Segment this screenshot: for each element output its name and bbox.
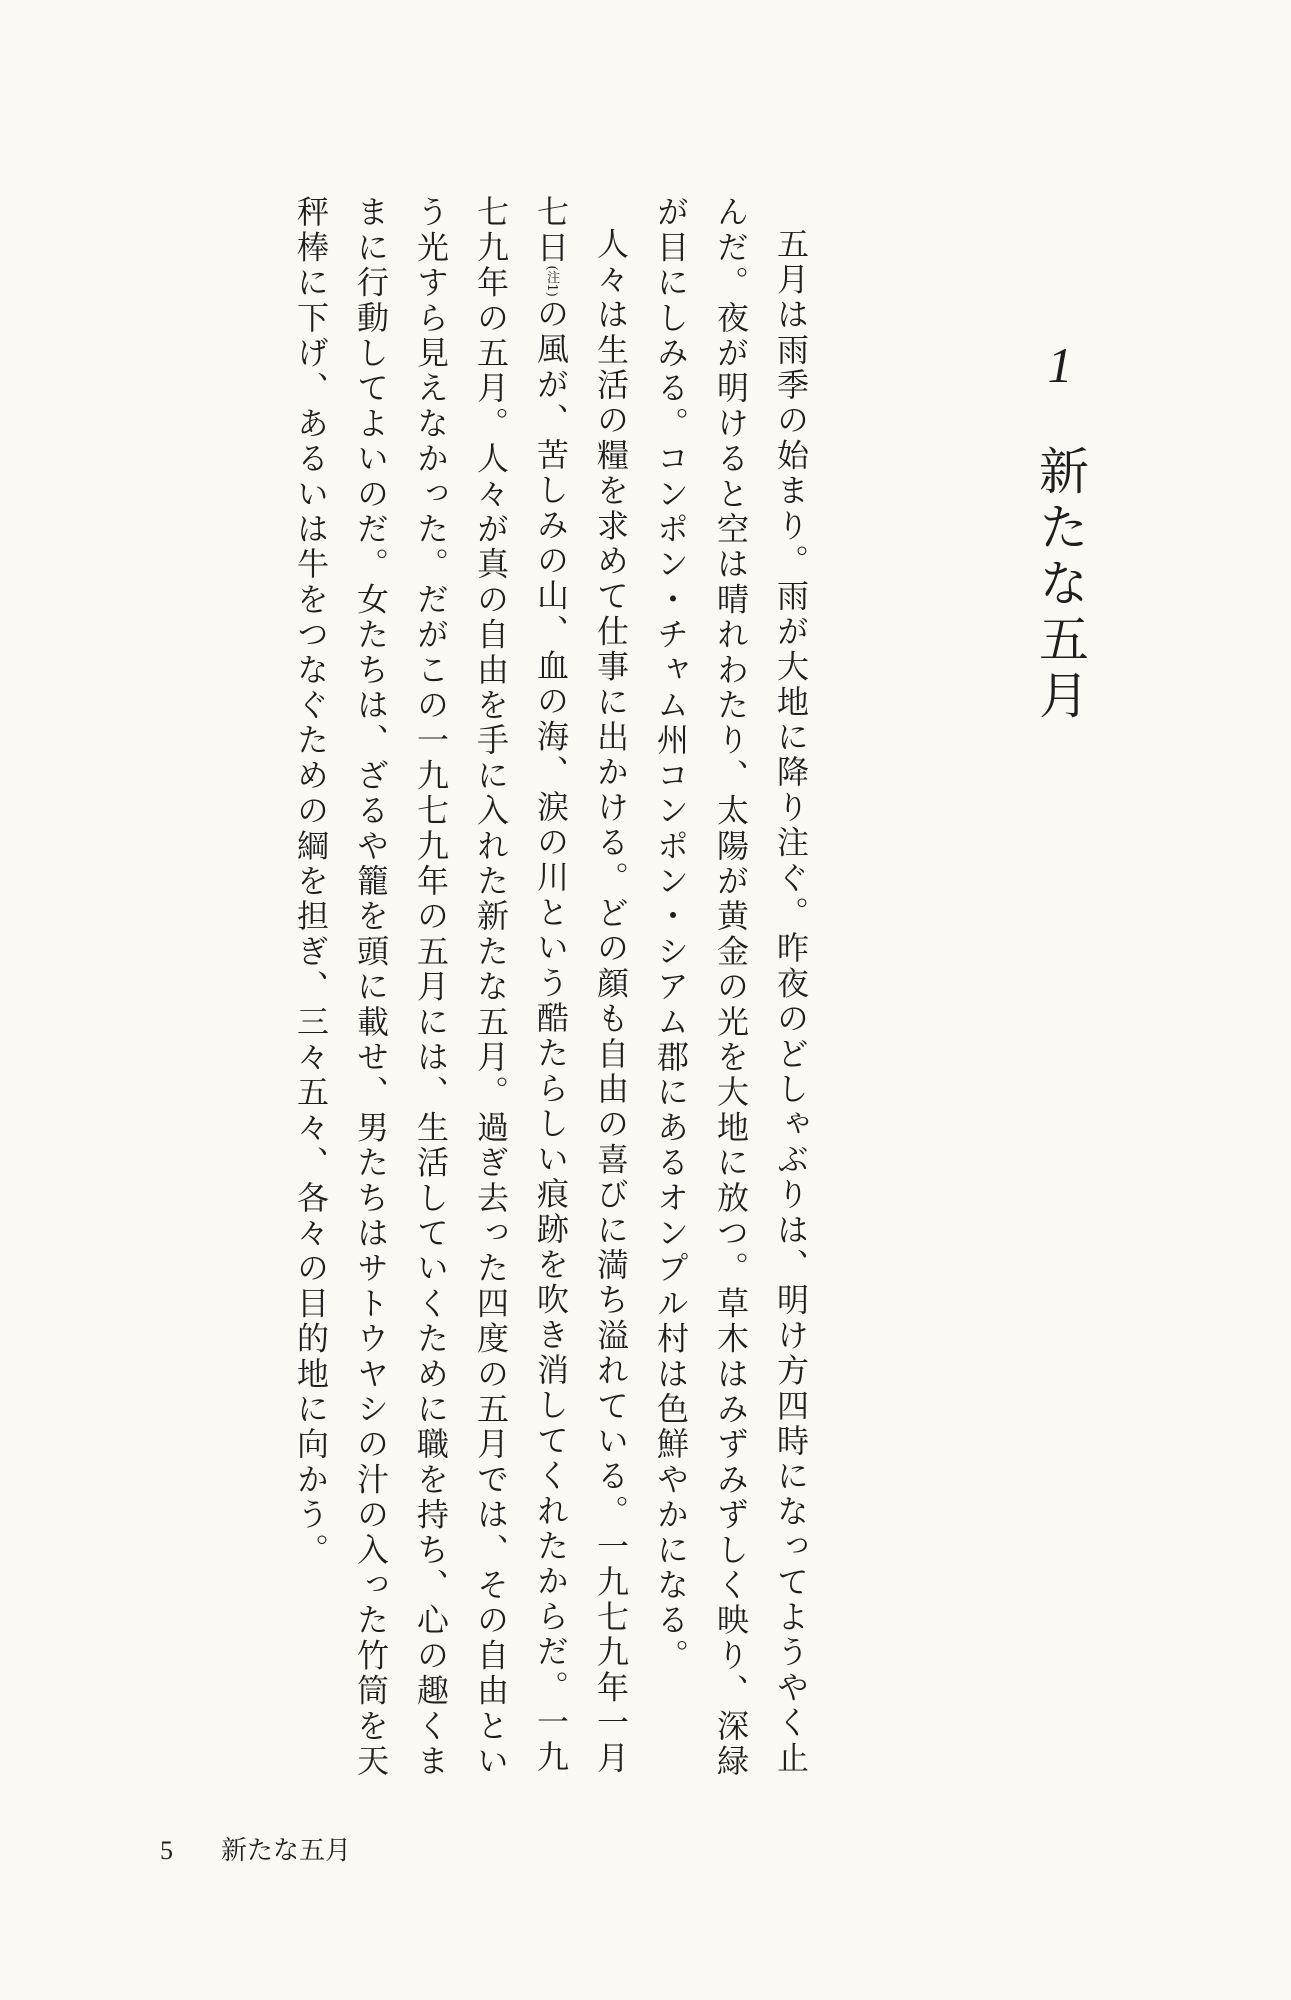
page-number: 5 — [160, 1836, 173, 1865]
footnote-mark: (注1) — [544, 265, 559, 297]
running-title: 新たな五月 — [221, 1836, 352, 1866]
body-text — [281, 195, 821, 1795]
paragraph-2-part-1: 人々は生活の糧を求めて仕事に出かける。どの顔も自由の喜びに満ち溢れている。一九七九年一月七日 — [532, 195, 630, 1776]
chapter-title: 新たな五月 — [1031, 445, 1089, 725]
page-footer — [160, 1838, 351, 1864]
chapter-number: 1 — [1047, 337, 1073, 393]
paragraph-2 — [281, 195, 641, 1795]
paragraph-2-part-2: の風が、苦しみの山、血の海、涙の川という酷たらしい痕跡を吹き消してくれたからだ。一九七九年の五月。人々が真の自由を手に入れた新たな五月。過ぎ去った四度の五月では、その自由という光すら見えなかった。だがこの一九七九年の五月には、生活していくために職を持ち、心の趣くままに行動してよいのだ。女たちは、ざるや籠を頭に載せ、男たちはサトウヤシの汁の入った竹筒を天秤棒に下げ、あるいは牛をつなぐための綱を担ぎ、三々五々、各々の目的地に向かう。 — [292, 195, 570, 1779]
paragraph-1: 五月は雨季の始まり。雨が大地に降り注ぐ。昨夜のどしゃぶりは、明け方四時になってようやく止んだ。夜が明けると空は晴れわたり、太陽が黄金の光を大地に放つ。草木はみずみずしく映り、深緑が目にしみる。コンポン・チャム州コンポン・シアム郡にあるオンプル村は色鮮やかになる。 — [652, 195, 810, 1780]
